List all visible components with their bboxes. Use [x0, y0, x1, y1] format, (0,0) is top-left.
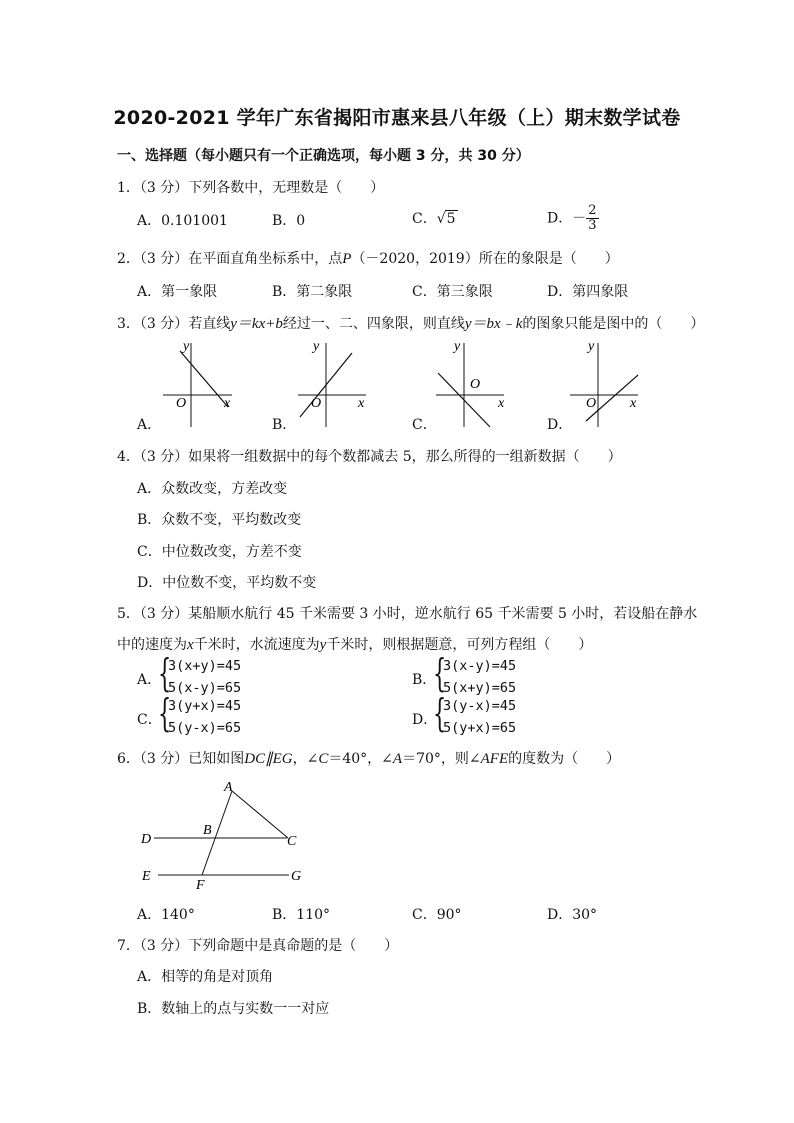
q6-option-c: C．90° [412, 907, 462, 923]
q6-angle-c: C [318, 751, 329, 767]
q3-equation-1: y＝kx+b [230, 316, 283, 332]
q5-a-eq1: 3(x+y)=45 [168, 658, 242, 674]
q6-stem-part5: 的度数为（ ） [508, 751, 621, 767]
q6-parallel-lines: DC∥EG [244, 751, 293, 767]
q2-option-a: A．第一象限 [137, 284, 218, 300]
q5-option-a-label: A． [137, 672, 162, 688]
q5-c-eq1: 3(y+x)=45 [168, 698, 242, 714]
graph-d-y-label: y [588, 339, 595, 354]
label-f: F [196, 878, 205, 892]
q6-stem [117, 748, 620, 768]
graph-d [570, 339, 638, 427]
q2-point-label: P [342, 251, 352, 267]
q3-option-c: C． [412, 417, 437, 433]
label-e: E [142, 869, 151, 884]
q7-option-b: B．数轴上的点与实数一一对应 [137, 1001, 330, 1017]
graph-a-y-label: y [183, 339, 190, 354]
brace-icon: { [433, 651, 447, 695]
q6-stem-part4: ＝70°，则∠ [402, 751, 481, 767]
q4-option-a: A．众数改变，方差改变 [137, 481, 288, 497]
q5-stem-part-b: 千米时，水流速度为 [193, 637, 320, 653]
q5-stem-part-c: 千米时，则根据题意，可列方程组（ ） [326, 637, 593, 653]
fraction-numerator: 2 [588, 203, 597, 218]
q5-c-eq2: 5(y-x)=65 [168, 720, 242, 736]
brace-icon: { [158, 691, 172, 735]
q5-stem-part-a: 中的速度为 [117, 637, 187, 653]
graph-c-x-label: x [498, 396, 505, 411]
q3-stem-part1: 3．（3 分）若直线 [117, 316, 231, 332]
q3-stem [117, 312, 704, 333]
q7-stem: 7．（3 分）下列命题中是真命题的是（ ） [117, 938, 399, 954]
q2-stem-head: 2．（3 分）在平面直角坐标系中，点 [117, 251, 343, 267]
q5-option-b-system [433, 651, 543, 698]
q5-option-d-system [433, 691, 543, 738]
q7-option-a: A．相等的角是对顶角 [137, 969, 274, 985]
q5-option-b-label: B． [412, 672, 437, 688]
q1-option-c-label: C． [412, 211, 437, 227]
q2-option-d: D．第四象限 [547, 284, 629, 300]
q5-stem-line2 [117, 634, 592, 654]
graph-c-origin: O [470, 377, 481, 392]
graph-a [163, 339, 232, 427]
graph-c-y-label: y [454, 339, 461, 354]
q1-option-d [547, 204, 599, 233]
sqrt-sign: √ [436, 211, 446, 227]
q6-angle-a: A [392, 751, 403, 767]
brace-icon: { [433, 691, 447, 735]
q2-stem-tail: （－2020，2019）所在的象限是（ ） [351, 251, 619, 267]
q5-var-y: y [319, 637, 327, 653]
graph-a-origin: O [176, 396, 187, 411]
q2-option-c: C．第三象限 [412, 284, 493, 300]
label-c: C [287, 834, 297, 849]
q5-b-eq2: 5(x+y)=65 [443, 680, 517, 696]
graph-b-x-label: x [358, 396, 365, 411]
q1-option-d-label: D．－ [547, 210, 587, 227]
q5-var-x: x [187, 637, 194, 653]
fraction-denominator: 3 [588, 218, 597, 233]
label-d: D [141, 832, 152, 847]
section-heading: 一、选择题（每小题只有一个正确选项，每小题 3 分，共 30 分） [117, 148, 530, 164]
q5-d-eq2: 5(y+x)=65 [443, 720, 517, 736]
q1-stem: 1．（3 分）下列各数中，无理数是（ ） [117, 180, 385, 196]
graph-b-y-label: y [313, 339, 320, 354]
q5-option-a-system [158, 651, 268, 698]
q4-option-c: C．中位数改变，方差不变 [137, 544, 302, 560]
q1-option-c-radicand: 5 [446, 211, 456, 227]
q1-option-d-fraction [586, 204, 598, 233]
q5-a-eq2: 5(x-y)=65 [168, 680, 242, 696]
graph-a-x-label: x [224, 396, 231, 411]
q6-option-d: D．30° [547, 907, 598, 923]
q2-stem [117, 248, 619, 268]
q6-stem-part2: ，∠ [292, 751, 319, 767]
q1-option-a: A．0.101001 [137, 213, 228, 229]
q5-d-eq1: 3(y-x)=45 [443, 698, 517, 714]
q4-stem: 4．（3 分）如果将一组数据中的每个数都减去 5，那么所得的一组新数据（ ） [117, 449, 622, 465]
brace-icon: { [158, 651, 172, 695]
label-g: G [291, 869, 302, 884]
q1-option-c [412, 208, 458, 228]
graph-d-origin: O [586, 396, 597, 411]
q3-option-b: B． [272, 417, 297, 433]
graph-b [298, 339, 366, 427]
q3-equation-2: y＝bx﹣k [464, 316, 523, 332]
label-a: A [224, 780, 233, 795]
q3-stem-part3: 的图象只能是图中的（ ） [522, 316, 705, 332]
q6-option-b: B．110° [272, 907, 331, 923]
q6-figure [130, 777, 320, 892]
q3-option-a: A． [137, 417, 162, 433]
q3-option-d: D． [547, 417, 573, 433]
q5-b-eq1: 3(x-y)=45 [443, 658, 517, 674]
q3-graphs [0, 335, 794, 430]
q6-stem-part1: 6．（3 分）已知如图 [117, 751, 245, 767]
graph-d-x-label: x [630, 396, 637, 411]
label-b: B [203, 823, 212, 838]
q5-option-c-label: C． [137, 712, 162, 728]
q1-option-b: B．0 [272, 213, 306, 229]
q2-option-b: B．第二象限 [272, 284, 353, 300]
q5-option-d-label: D． [412, 712, 438, 728]
q4-option-b: B．众数不变，平均数改变 [137, 512, 302, 528]
q6-angle-afe: AFE [480, 751, 509, 767]
graph-b-origin: O [311, 396, 322, 411]
graph-c [436, 339, 505, 427]
q6-stem-part3: ＝40°，∠ [328, 751, 393, 767]
exam-title: 2020-2021 学年广东省揭阳市惠来县八年级（上）期末数学试卷 [113, 107, 681, 129]
q5-stem-line1: 5．（3 分）某船顺水航行 45 千米需要 3 小时，逆水航行 65 千米需要 5 小时，若设船在静水 [117, 606, 698, 622]
q4-option-d: D．中位数不变，平均数不变 [137, 575, 317, 591]
q6-option-a: A．140° [137, 907, 195, 923]
q5-option-c-system [158, 691, 268, 738]
q3-stem-part2: 经过一、二、四象限，则直线 [282, 316, 465, 332]
